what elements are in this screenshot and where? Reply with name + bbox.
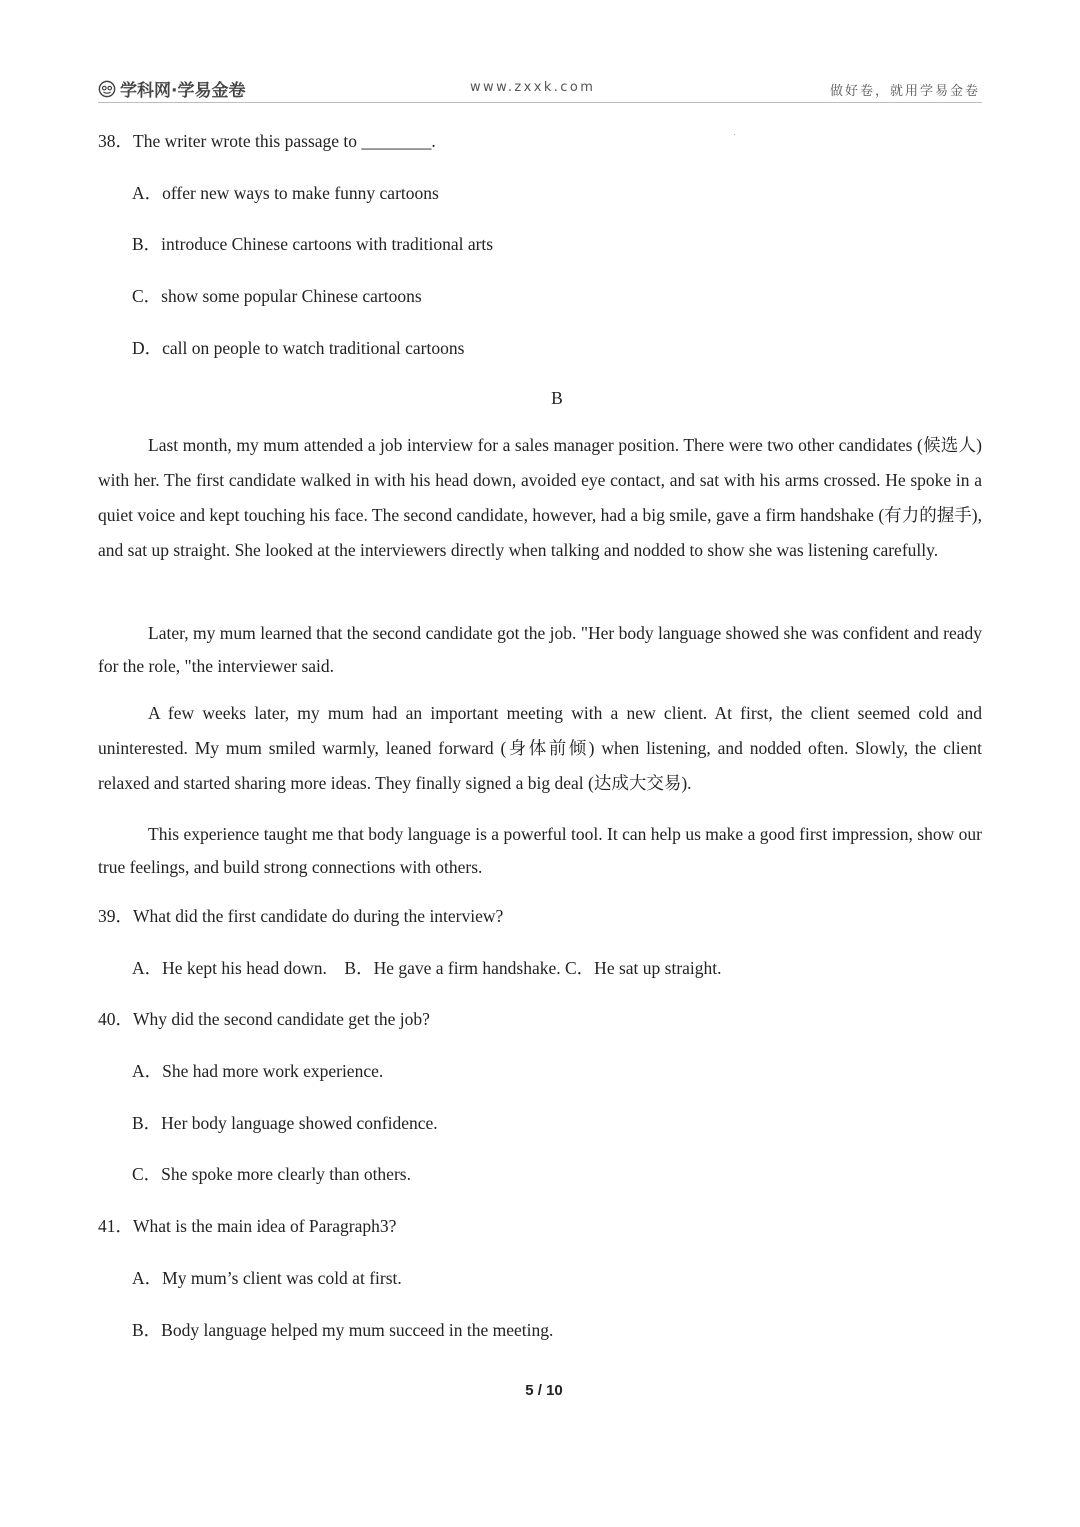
page-header: [98, 76, 982, 103]
question-40-stem: 40．Why did the second candidate get the job?: [98, 1009, 430, 1029]
question-38-option-d: D．call on people to watch traditional cartoons: [132, 338, 465, 358]
question-41-stem: 41．What is the main idea of Paragraph3?: [98, 1216, 397, 1236]
brand: [98, 76, 245, 101]
scan-speck: [734, 134, 735, 135]
passage-paragraph-2: Later, my mum learned that the second candidate got the job. "Her body language showed she was confident and ready for the role, "the interviewer said.: [98, 623, 982, 676]
section-label: B: [551, 388, 563, 408]
question-38-option-b: B．introduce Chinese cartoons with traditional arts: [132, 234, 494, 254]
question-39-stem: 39．What did the first candidate do during the interview?: [98, 906, 504, 926]
passage-paragraph-4: This experience taught me that body language is a powerful tool. It can help us make a good first impression, show our true feelings, and build strong connections with others.: [98, 824, 982, 877]
passage-paragraph-1: Last month, my mum attended a job interview for a sales manager position. There were two other candidates (候选人) with her. The first candidate walked in with his head down, avoided eye contact, and sat with his arms crossed. He spoke in a quiet voice and kept touching his face. The second candidate, however, had a big smile, gave a firm handshake (有力的握手), and sat up straight. She looked at the interviewers directly when talking and nodded to show she was listening carefully.: [98, 435, 982, 560]
question-41-option-b: B．Body language helped my mum succeed in the meeting.: [132, 1320, 554, 1340]
question-40-option-c: C．She spoke more clearly than others.: [132, 1164, 411, 1184]
question-39-options: A．He kept his head down. B．He gave a firm handshake. C．He sat up straight.: [132, 958, 722, 978]
question-40-option-b: B．Her body language showed confidence.: [132, 1113, 438, 1133]
question-38-stem: 38．The writer wrote this passage to ________.: [98, 131, 436, 151]
brand-name: 学科网·学易金卷: [120, 81, 246, 101]
passage-paragraph-3: A few weeks later, my mum had an important meeting with a new client. At first, the client seemed cold and uninterested. My mum smiled warmly, leaned forward (身体前倾) when listening, and nodded often. Slowly, the client relaxed and started sharing more ideas. They finally signed a big deal (达成大交易).: [98, 703, 982, 793]
question-38-option-a: A．offer new ways to make funny cartoons: [132, 183, 439, 203]
question-38-option-c: C．show some popular Chinese cartoons: [132, 286, 422, 306]
header-slogan: 做好卷，就用学易金卷: [829, 84, 980, 99]
page-number: 5 / 10: [525, 1382, 563, 1399]
brand-logo-icon: [98, 80, 116, 98]
question-41-option-a: A．My mum’s client was cold at first.: [132, 1268, 402, 1288]
question-40-option-a: A．She had more work experience.: [132, 1061, 384, 1081]
site-url: www.zxxk.com: [470, 80, 596, 95]
